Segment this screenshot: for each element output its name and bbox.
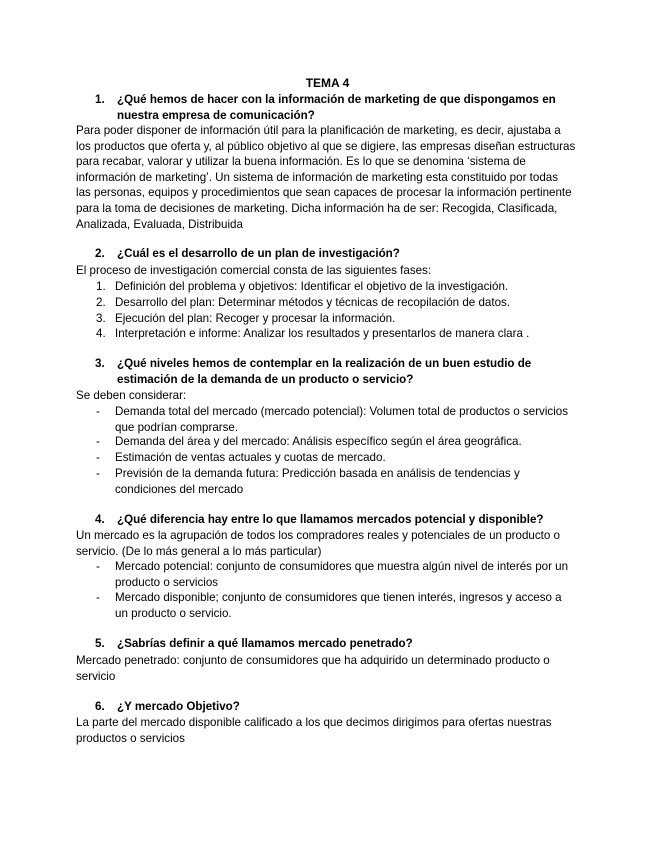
page-title: TEMA 4 (305, 76, 350, 90)
list-item-text: Demanda del área y del mercado: Análisis específico según el área geográfica. (115, 435, 522, 448)
list-item (96, 559, 576, 590)
list-item-text: Demanda total del mercado (mercado potencial): Volumen total de productos o servicios que podrían comprarse. (115, 405, 569, 434)
question-1 (95, 92, 575, 124)
question-text: ¿Cuál es el desarrollo de un plan de investigación? (117, 247, 400, 260)
question-number: 3. (95, 357, 105, 370)
question-number: 5. (95, 637, 105, 650)
list-item (96, 279, 576, 295)
list-marker: 1. (96, 280, 106, 293)
list-item-text: Mercado potencial: conjunto de consumidores que muestra algún nivel de interés por un producto o servicios (115, 560, 569, 589)
list-marker: - (96, 451, 100, 464)
list-item-text: Previsión de la demanda futura: Predicción basada en análisis de tendencias y condiciones del mercado (115, 467, 520, 496)
list-item (96, 311, 576, 327)
list-marker: 2. (96, 296, 106, 309)
question-5 (95, 636, 575, 652)
question-number: 6. (95, 700, 105, 713)
answer-4-intro: Un mercado es la agrupación de todos los compradores reales y potenciales de un producto o servicio. (De lo más general a lo más particular) (76, 529, 561, 558)
answer-3-intro: Se deben considerar: (76, 389, 187, 402)
list-item-text: Mercado disponible; conjunto de consumidores que tienen interés, ingresos y acceso a un producto o servicio. (115, 591, 562, 620)
answer-1: Para poder disponer de información útil para la planificación de marketing, es decir, ajustaba a los productos que oferta y, al público objetivo al que se digiere, las empresas diseñan estructuras para recabar, valorar y utilizar la buena información. Es lo que se denomina ‘sistema de información de marketing’. Un sistema de información de marketing esta constituido por todas las personas, equipos y procedimientos que sean capaces de procesar la información pertinente para la toma de decisiones de marketing. Dicha información ha de ser: Recogida, Clasificada, Analizada, Evaluada, Distribuida (76, 124, 576, 231)
question-text: ¿Qué hemos de hacer con la información de marketing de que dispongamos en nuestra empresa de comunicación? (117, 93, 556, 122)
question-text: ¿Sabrías definir a qué llamamos mercado penetrado? (117, 637, 413, 650)
list-item (96, 295, 576, 311)
answer-6: La parte del mercado disponible calificado a los que decimos dirigimos para ofertas nuestras productos o servicios (76, 716, 552, 745)
question-number: 4. (95, 513, 105, 526)
question-text: ¿Qué diferencia hay entre lo que llamamos mercados potencial y disponible? (117, 513, 544, 526)
list-item-text: Interpretación e informe: Analizar los resultados y presentarlos de manera clara . (115, 327, 530, 340)
answer-2-intro: El proceso de investigación comercial consta de las siguientes fases: (76, 264, 432, 277)
list-marker: - (96, 560, 100, 573)
list-item (96, 466, 576, 497)
list-item (96, 434, 576, 450)
list-marker: - (96, 435, 100, 448)
question-3 (95, 356, 575, 388)
question-2 (95, 246, 575, 262)
question-number: 2. (95, 247, 105, 260)
list-item-text: Desarrollo del plan: Determinar métodos y técnicas de recopilación de datos. (115, 296, 511, 309)
list-marker: - (96, 591, 100, 604)
question-text: ¿Qué niveles hemos de contemplar en la realización de un buen estudio de estimación de la demanda de un producto o servicio? (117, 357, 532, 386)
list-marker: - (96, 405, 100, 418)
list-marker: 4. (96, 327, 106, 340)
list-item (96, 450, 576, 466)
list-item-text: Ejecución del plan: Recoger y procesar la información. (115, 312, 396, 325)
list-item (96, 590, 576, 621)
list-item (96, 404, 576, 435)
answer-5: Mercado penetrado: conjunto de consumidores que ha adquirido un determinado producto o servicio (76, 654, 550, 683)
question-number: 1. (95, 93, 105, 106)
list-marker: 3. (96, 312, 106, 325)
list-marker: - (96, 467, 100, 480)
question-4 (95, 512, 575, 528)
question-text: ¿Y mercado Objetivo? (117, 700, 240, 713)
list-item-text: Estimación de ventas actuales y cuotas de mercado. (115, 451, 386, 464)
list-item-text: Definición del problema y objetivos: Identificar el objetivo de la investigación. (115, 280, 509, 293)
list-item (96, 326, 576, 342)
question-6 (95, 699, 575, 715)
